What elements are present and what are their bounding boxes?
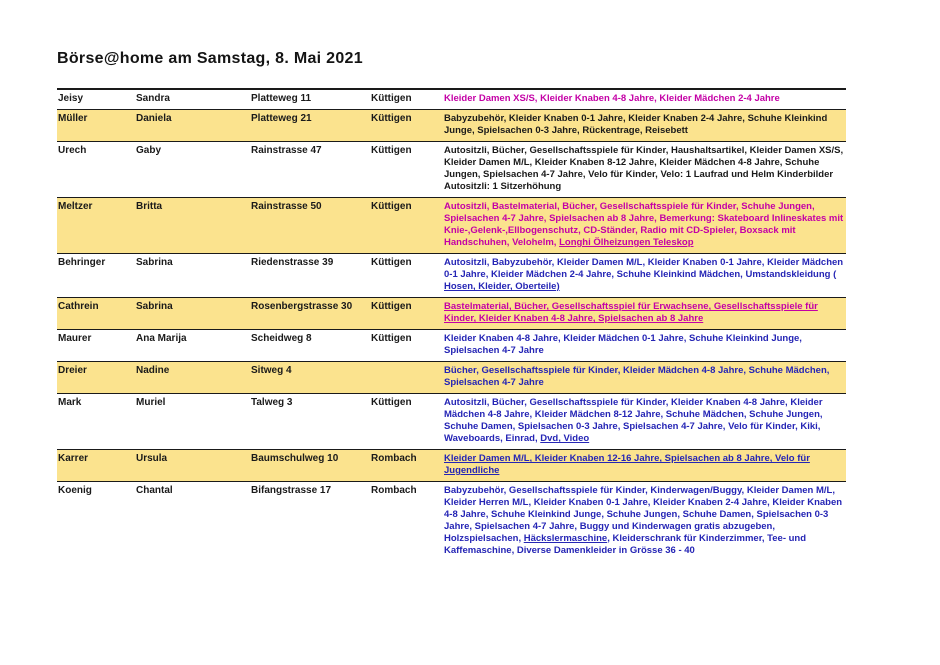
items-link-text[interactable]: Kleider Knaben 4-8 Jahre, Kleider Mädchen 0-1 Jahre, Schuhe Kleinkind Junge, Spielsachen 4-7 Jahre <box>444 333 802 356</box>
items-link-text[interactable]: , Kleiderschrank für Kinderzimmer, Tee- und Kaffemaschine, Diverse Damenkleider in Grösse 36 - 40 <box>444 533 807 556</box>
items-link-text[interactable]: Autositzli, Bücher, Gesellschaftsspiele für Kinder, Kleider Knaben 4-8 Jahre, Kleider Mädchen 4-8 Jahre, Kleider Mädchen 8-12 Jahre, Schuhe Mädchen, Schuhe Jungen, Schuhe Damen, Spielsachen 0-3 Jahre, Spielsachen 4-7 Jahre, Velo für Kinder, Kiki, Waveboards, Einrad, <box>444 397 823 444</box>
cell-last-name: Meltzer <box>57 198 135 254</box>
cell-street: Rainstrasse 50 <box>250 198 370 254</box>
cell-items <box>443 298 846 330</box>
cell-first-name: Gaby <box>135 142 250 198</box>
cell-street: Riedenstrasse 39 <box>250 254 370 298</box>
items-link-text[interactable]: Autositzli, Bastelmaterial, Bücher, Gesellschaftsspiele für Kinder, Schuhe Jungen, Spielsachen 4-7 Jahre, Spielsachen ab 8 Jahre, Bemerkung: Skateboard Inlineskates mit Knie-,Gelenk-,Ellbogenschutz, CD-Ständer, Radio mit CD-Spieler, Boxsack mit Handschuhen, Velohelm, <box>444 201 844 248</box>
listing-table <box>57 88 846 561</box>
table-row <box>57 394 846 450</box>
cell-city: Küttigen <box>370 89 443 110</box>
cell-items <box>443 362 846 394</box>
cell-city: Küttigen <box>370 110 443 142</box>
cell-city: Rombach <box>371 485 417 496</box>
items-link-text[interactable]: Autositzli, Babyzubehör, Kleider Damen M/L, Kleider Knaben 0-1 Jahre, Kleider Mädchen 0-1 Jahre, Kleider Mädchen 2-4 Jahre, Schuhe Kleinkind Mädchen, Umstandskleidung ( <box>444 257 844 280</box>
items-link-text[interactable]: Hosen, Kleider, Oberteile) <box>444 281 560 292</box>
cell-city: Küttigen <box>370 142 443 198</box>
cell-street: Bifangstrasse 17 <box>251 485 332 496</box>
items-link-text[interactable]: Kleider Damen XS/S, Kleider Knaben 4-8 Jahre, Kleider Mädchen 2-4 Jahre <box>444 93 780 104</box>
cell-items <box>443 89 846 110</box>
cell-street: Baumschulweg 10 <box>250 450 370 482</box>
cell-city: Küttigen <box>370 254 443 298</box>
cell-city: Küttigen <box>370 330 443 362</box>
items-text: Autositzli, Bücher, Gesellschaftsspiele für Kinder, Haushaltsartikel, Kleider Damen XS/S, Kleider Damen M/L, Kleider Knaben 8-12 Jahre, Kleider Mädchen 4-8 Jahre, Schuhe Jungen, Spielsachen 4-7 Jahre, Velo für Kinder, Velo: 1 Laufrad und Helm Kinderbilder Autositzli: 1 Sitzerhöhung <box>444 145 844 192</box>
cell-city: Küttigen <box>370 198 443 254</box>
items-text: Babyzubehör, Kleider Knaben 0-1 Jahre, Kleider Knaben 2-4 Jahre, Schuhe Kleinkind Junge, Spielsachen 0-3 Jahre, Rückentrage, Reisebett <box>444 113 828 136</box>
cell-items <box>443 142 846 198</box>
cell-city <box>370 362 443 394</box>
page-title: Börse@home am Samstag, 8. Mai 2021 <box>57 50 363 67</box>
cell-last-name: Jeisy <box>57 89 135 110</box>
cell-last-name: Cathrein <box>57 298 135 330</box>
table-row <box>57 89 846 110</box>
cell-street: Rainstrasse 47 <box>250 142 370 198</box>
cell-city: Küttigen <box>370 298 443 330</box>
table-row <box>57 298 846 330</box>
cell-street: Rosenbergstrasse 30 <box>250 298 370 330</box>
cell-city: Rombach <box>370 450 443 482</box>
cell-last-name: Behringer <box>57 254 135 298</box>
cell-first-name: Daniela <box>135 110 250 142</box>
cell-first-name: Chantal <box>136 485 173 496</box>
cell-street: Platteweg 21 <box>250 110 370 142</box>
cell-last-name: Müller <box>57 110 135 142</box>
cell-city: Küttigen <box>370 394 443 450</box>
cell-street: Platteweg 11 <box>250 89 370 110</box>
items-link-text[interactable]: Kleider Damen M/L, Kleider Knaben 12-16 Jahre, Spielsachen ab 8 Jahre, Velo für Jugendliche <box>444 453 810 476</box>
cell-first-name: Sandra <box>135 89 250 110</box>
items-link-text[interactable]: Longhi Ölheizungen Teleskop <box>559 237 694 248</box>
table-row <box>57 450 846 482</box>
items-link-text[interactable]: Babyzubehör, Gesellschaftsspiele für Kinder, Kinderwagen/Buggy, Kleider Damen M/L, Kleider Herren M/L, Kleider Knaben 0-1 Jahre, Kleider Knaben 2-4 Jahre, Kleider Knaben 4-8 Jahre, Schuhe Kleinkind Junge, Schuhe Jungen, Schuhe Damen, Spielsachen 0-3 Jahre, Spielsachen 4-7 Jahre, Buggy und Kinderwagen gratis abzugeben, Holzspielsachen, <box>444 485 843 544</box>
cell-last-name: Urech <box>57 142 135 198</box>
cell-first-name: Sabrina <box>135 298 250 330</box>
cell-first-name: Sabrina <box>135 254 250 298</box>
cell-items <box>443 254 846 298</box>
table-row <box>57 142 846 198</box>
items-link-text[interactable]: Dvd, Video <box>540 433 590 444</box>
cell-last-name: Koenig <box>58 485 92 496</box>
cell-street: Scheidweg 8 <box>250 330 370 362</box>
cell-first-name: Ursula <box>135 450 250 482</box>
cell-items <box>443 330 846 362</box>
table-row <box>57 330 846 362</box>
cell-first-name: Nadine <box>135 362 250 394</box>
cell-first-name: Britta <box>135 198 250 254</box>
table-row <box>57 482 846 562</box>
cell-last-name: Mark <box>57 394 135 450</box>
cell-items <box>443 482 846 562</box>
table-row <box>57 362 846 394</box>
items-link-text[interactable]: Häckslermaschine <box>523 533 608 544</box>
table-row <box>57 110 846 142</box>
cell-last-name: Dreier <box>57 362 135 394</box>
items-link-text[interactable]: Bücher, Gesellschaftsspiele für Kinder, Kleider Mädchen 4-8 Jahre, Schuhe Mädchen, Spielsachen 4-7 Jahre <box>444 365 830 388</box>
cell-first-name: Muriel <box>135 394 250 450</box>
listing-table-body <box>57 89 846 561</box>
cell-first-name: Ana Marija <box>135 330 250 362</box>
cell-street: Sitweg 4 <box>250 362 370 394</box>
table-row <box>57 198 846 254</box>
items-link-text[interactable]: Bastelmaterial, Bücher, Gesellschaftsspiel für Erwachsene, Gesellschaftsspiele für Kinder, Kleider Knaben 4-8 Jahre, Spielsachen ab 8 Jahre <box>444 301 818 324</box>
cell-items <box>443 450 846 482</box>
cell-items <box>443 198 846 254</box>
cell-last-name: Maurer <box>57 330 135 362</box>
cell-street: Talweg 3 <box>250 394 370 450</box>
table-row <box>57 254 846 298</box>
cell-last-name: Karrer <box>57 450 135 482</box>
cell-items <box>443 394 846 450</box>
cell-items <box>443 110 846 142</box>
